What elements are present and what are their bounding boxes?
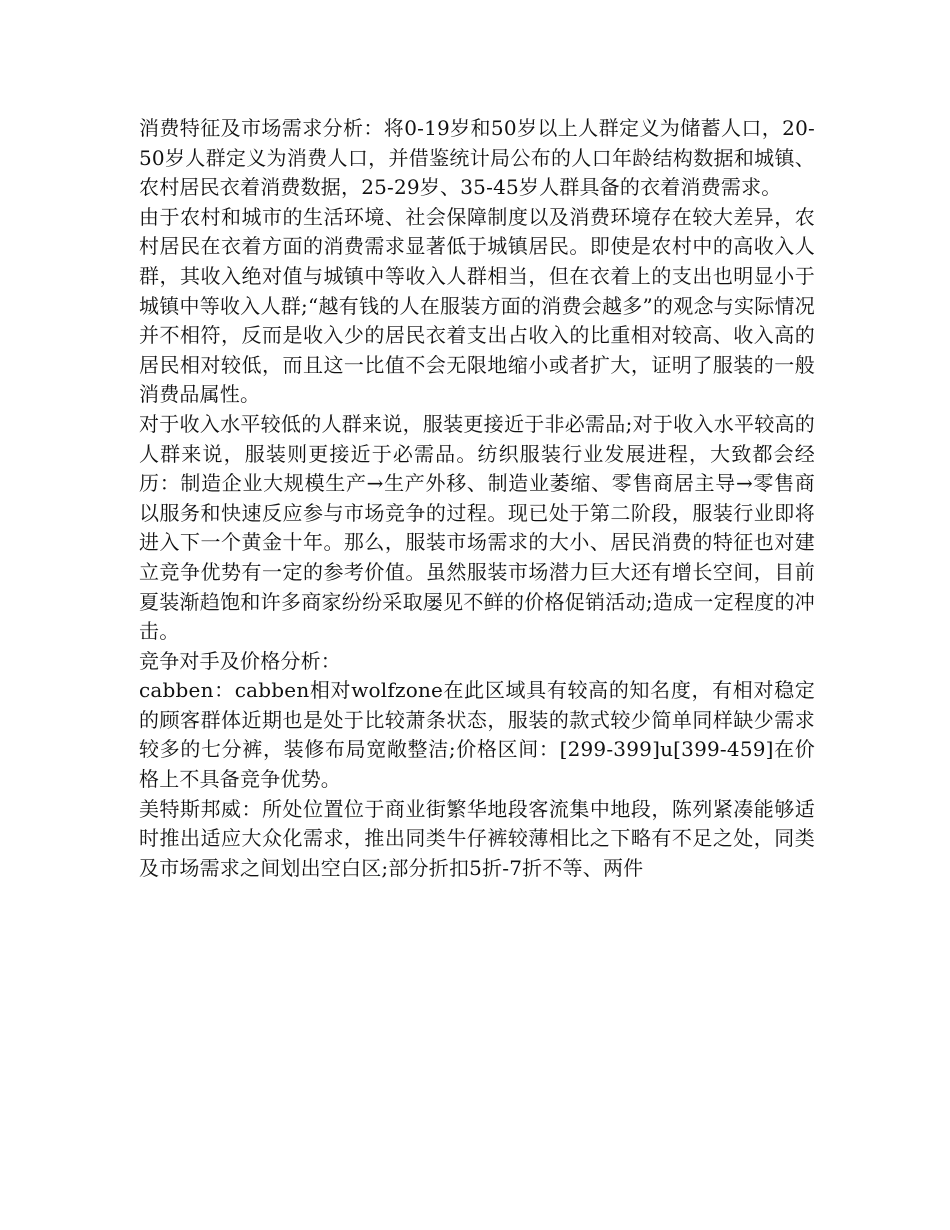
- paragraph-consumption-analysis: 消费特征及市场需求分析：将0-19岁和50岁以上人群定义为储蓄人口，20-50岁人群定义为消费人口，并借鉴统计局公布的人口年龄结构数据和城镇、农村居民衣着消费数据，25-29岁、35-45岁人群具备的衣着消费需求。: [139, 116, 815, 200]
- document-body: [139, 114, 815, 883]
- paragraph-urban-rural-difference: 由于农村和城市的生活环境、社会保障制度以及消费环境存在较大差异，农村居民在衣着方面的消费需求显著低于城镇居民。即使是农村中的高收入人群，其收入绝对值与城镇中等收入人群相当，但在衣着上的支出也明显小于城镇中等收入人群;“越有钱的人在服装方面的消费会越多”的观念与实际情况并不相符，反而是收入少的居民衣着支出占收入的比重相对较高、收入高的居民相对较低，而且这一比值不会无限地缩小或者扩大，证明了服装的一般消费品属性。: [139, 204, 815, 407]
- paragraph-metersbonwe: 美特斯邦威：所处位置位于商业街繁华地段客流集中地段，陈列紧凑能够适时推出适应大众化需求，推出同类牛仔裤较薄相比之下略有不足之处，同类及市场需求之间划出空白区;部分折扣5折-7折不等、两件: [139, 796, 815, 880]
- paragraph-industry-development: 对于收入水平较低的人群来说，服装更接近于非必需品;对于收入水平较高的人群来说，服装则更接近于必需品。纺织服装行业发展进程，大致都会经历：制造企业大规模生产→生产外移、制造业萎缩、零售商居主导→零售商以服务和快速反应参与市场竞争的过程。现已处于第二阶段，服装行业即将进入下一个黄金十年。那么，服装市场需求的大小、居民消费的特征也对建立竞争优势有一定的参考价值。虽然服装市场潜力巨大还有增长空间，目前夏装渐趋饱和许多商家纷纷采取屡见不鲜的价格促销活动;造成一定程度的冲击。: [139, 411, 815, 644]
- paragraph-competitor-heading: 竞争对手及价格分析：: [139, 648, 341, 673]
- paragraph-cabben: cabben：cabben相对wolfzone在此区域具有较高的知名度，有相对稳定的顾客群体近期也是处于比较萧条状态，服装的款式较少简单同样缺少需求较多的七分裤，装修布局宽敞整洁;价格区间：[299-399]u[399-459]在价格上不具备竞争优势。: [139, 678, 815, 792]
